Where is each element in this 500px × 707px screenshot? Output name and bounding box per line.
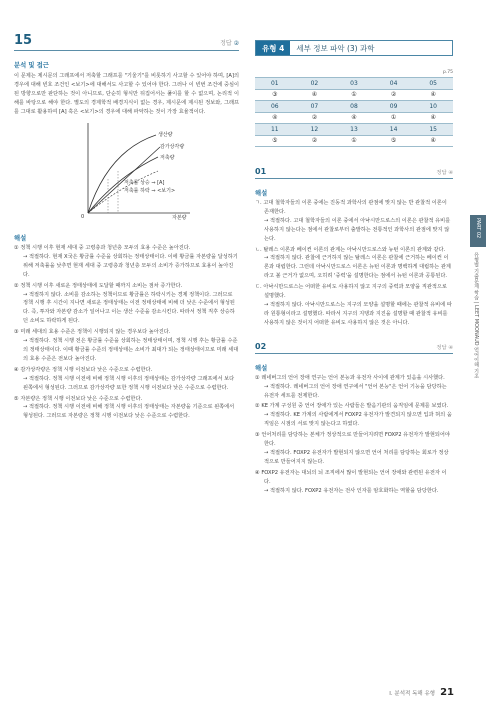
answer-number: 04	[374, 78, 414, 90]
choice-item	[14, 244, 239, 253]
answer-number: 06	[255, 101, 295, 113]
answer-number: 12	[295, 124, 335, 136]
type-header	[255, 40, 453, 56]
answer-number: 03	[334, 78, 374, 90]
answer-key-table	[255, 77, 453, 147]
choice-item	[14, 282, 239, 291]
answer-mark-row	[255, 112, 453, 124]
page-number: 21	[440, 687, 454, 698]
choice-mark: ①	[255, 374, 260, 381]
choice-text: 정책 시행 이후 새로운 정태상태에 도달할 때까지 소비는 점차 증가한다.	[20, 282, 183, 289]
answer-number: 05	[413, 78, 453, 90]
answer-mark: ④	[448, 344, 453, 351]
choice-text: 고대 철학자들의 이론 중에는 진동적 과학사의 관점에 맞지 않는 반 관찰적 이론이 존재한다.	[263, 200, 447, 215]
answer-mark: ②	[295, 112, 335, 124]
choice-text: 아낙시만드로스는 어떠한 유비도 사용하지 않고 지구의 중력과 모양을 직관적으로 설명했다.	[263, 284, 447, 300]
answer-number: 09	[374, 101, 414, 113]
answer-mark: ①	[374, 112, 414, 124]
answer-mark: ④	[448, 170, 453, 176]
choice-text: KE 가계 구성원 중 언어 장애가 있는 사람들은 발음기관의 움직임에 문제를 보였다.	[261, 403, 449, 410]
answer-number: 01	[255, 78, 295, 90]
graph-x-label: 자본량	[172, 215, 187, 221]
answer-mark: ④	[413, 135, 453, 147]
answer-mark: ④	[413, 112, 453, 124]
graph-label-depreciation: 감가상각량	[160, 144, 185, 150]
graph-origin: 0	[81, 214, 85, 220]
question-01-header	[255, 167, 453, 179]
choice-item	[255, 374, 453, 383]
choice-item	[255, 469, 453, 487]
choice-mark: ㄱ.	[255, 200, 262, 206]
answer-indicator	[436, 343, 453, 351]
choice-item	[255, 431, 453, 449]
question-15-header	[14, 34, 239, 51]
question-number: 15	[14, 33, 33, 48]
answer-label: 정답	[436, 344, 447, 351]
choice-mark: ④	[255, 469, 260, 476]
answer-mark: ④	[413, 89, 453, 101]
type-badge: 유형 4	[256, 41, 290, 55]
graph-label-rate-down: 저축률 하락 ⇒ <보기>	[124, 188, 176, 194]
choice-text: 감가상각량은 정책 시행 이전보다 낮은 수준으로 수렴한다.	[20, 366, 153, 373]
type-title: 세부 정보 파악 (3) 과학	[296, 43, 375, 53]
choice-item	[255, 199, 453, 217]
choice-item	[255, 283, 453, 301]
choice-explanation: → 적절하다. 고대 철학자들의 이론 중에서 아낙시만드로스의 이론은 관찰적 유비를 사용하지 않는다는 점에서 관찰로부터 출발하는 전통적인 과학사의 관점에 맞지 않는다.	[264, 217, 451, 242]
choice-mark: ①	[14, 245, 19, 251]
choice-mark: ⑤	[14, 395, 19, 402]
choice-explanation: → 적절하다. 정책 시행 이전에 비해 정책 시행 이후의 정태상태는 자본량을 기준으로 왼쪽에서 형성된다. 그러므로 자본량은 정책 시행 이전보다 낮은 수준으로 수렴한다.	[23, 404, 235, 420]
answer-number: 02	[295, 78, 335, 90]
choice-mark: ㄴ.	[255, 246, 262, 253]
answer-label: 정답	[436, 170, 447, 176]
choice-item	[255, 246, 453, 255]
answer-mark: ②	[374, 89, 414, 101]
answer-mark: ②	[295, 135, 335, 147]
question-number: 02	[255, 341, 267, 351]
solution-head: 해설	[255, 364, 268, 372]
choice-item	[14, 395, 239, 404]
choice-text: 언어처리를 담당하는 본체가 정상적으로 만들어지려면 FOXP2 유전자가 발현되어야 한다.	[261, 432, 450, 448]
answer-indicator	[436, 168, 453, 176]
choice-explanation: → 적절하지 않다. 소비를 감소하는 정책이므로 황금률은 하락시키는 경제 정책이다. 그러므로 정책 시행 후 시간이 지나면 새로운 정태상태는 이전 정태상태에 비해 더 낮은 수준에서 형성된다. 즉, 투자와 자본량 감소가 일어나고 이는 생산 수준을 감소시킨다. 따라서 정책 직후 상승하던 소비도 하락하게 된다.	[23, 291, 235, 325]
choice-explanation: → 적절하다. KE 가계의 사람에게서 FOXP2 유전자가 발견되지 않으면 입과 혀의 움직임은 시점의 서로 맞지 않는다고 하였다.	[264, 412, 452, 428]
answer-mark: ④	[255, 112, 295, 124]
footer	[389, 687, 454, 698]
analysis-tag: 분석 및 접근	[14, 62, 49, 69]
answer-number: 08	[334, 101, 374, 113]
economic-graph	[78, 121, 198, 221]
choice-explanation: → 적절하지 않다. 관찰에 근거하지 않는 탈레스 이론은 관찰에 근거하는 베이컨 이론과 대립한다. 그런데 아낙시만드로스 이론은 뉴턴 이론과 명백하게 대립하는 관계라고 볼 근거가 없으며, 오히려 '중력'을 설명한다는 점에서 뉴턴 이론과 공통된다.	[264, 255, 451, 280]
answer-number-row	[255, 101, 453, 113]
choice-text: 미래 세대의 효용 수준은 정책이 시행되지 않는 경우보다 높아진다.	[20, 329, 171, 336]
graph-label-rate-up: 저축률 상승 ⇒ [A]	[124, 180, 165, 186]
answer-mark: ③	[255, 89, 295, 101]
choice-explanation: → 적절하다. 정책 시행 전은 황금률 수준을 상회하는 정태상태이며, 정책 시행 후는 황금률 수준의 정태상태이다. 이때 황금률 수준의 정태상태는 소비가 최대가 되는 정태상태이므로 미래 세대의 효용 수준은 전보다 높아진다.	[23, 338, 239, 362]
answer-mark: ⑤	[255, 135, 295, 147]
question-number: 01	[255, 167, 267, 176]
choice-explanation: → 적절하다. FOXP2 유전자가 발현되지 않으면 언어 처리를 담당하는 회로가 정상적으로 만들어지지 않는다.	[264, 449, 449, 465]
choice-text: 정책 시행 이후 현재 세대 중 고령층과 청년층 모두의 효용 수준은 높아진다.	[20, 245, 191, 251]
choice-explanation: → 적절하지 않다. FOXP2 유전자는 전사 인자를 암호화하는 역할을 담당한다.	[264, 487, 439, 494]
choice-text: 레네버그의 언어 장애 연구는 언어 본능과 유전자 사이에 관계가 있음을 시사했다.	[261, 374, 445, 381]
answer-mark: ⑤	[374, 135, 414, 147]
answer-number-row	[255, 78, 453, 90]
choice-explanation: → 적절하지 않다. 아낙시만드로스는 지구의 모양을 설명할 때에는 관찰적 유비에 따라 원통형이라고 설명했다. 따라서 지구의 지탱과 지진을 설명할 때 관찰적 유비를 사용하지 않은 것이지 어떠한 유비도 사용하지 않은 것은 아니다.	[264, 301, 452, 326]
choice-item	[255, 402, 453, 411]
answer-mark: ②	[233, 40, 239, 47]
part-tab-label: PART 02	[475, 218, 481, 239]
answer-number: 14	[374, 124, 414, 136]
answer-number: 07	[295, 101, 335, 113]
part-tab	[470, 215, 486, 247]
choice-explanation: → 적절하다. 현재 X국은 황금률 수준을 상회하는 정태상태이다. 이에 황금률 자본량을 달성하기 위해 저축률을 낮추면 현재 세대 중 고령층과 청년층 모두의 소비가 증가하므로 효용이 높아진다.	[23, 253, 238, 278]
answer-mark-row	[255, 89, 453, 101]
left-column	[14, 34, 239, 421]
graph-label-savings: 저축량	[160, 155, 175, 161]
choice-text: 자본량은 정책 시행 이전보다 낮은 수준으로 수렴한다.	[20, 395, 143, 402]
choice-mark: ③	[255, 432, 260, 439]
answer-number-row	[255, 124, 453, 136]
choice-mark: ④	[14, 366, 19, 373]
choice-explanation: → 적절하다. 레네버그의 언어 장애 연구에서 "언어 본능"은 언어 기능을 담당하는 유전자 세트를 전제한다.	[264, 383, 447, 399]
choice-mark: ②	[255, 403, 260, 410]
choice-item	[14, 366, 239, 375]
analysis-paragraph: 이 문제는 제시문의 그래프에서 저축할 그래프를 "기울기"를 비롯하기 사고할 수 있어야 하며, [A]의 경우에 대해 빈호 조건인 <보기>에 대해서도 사고할 수 있어야 한다. 그러나 이 빈번 조건에 중심이 된 방향으로만 판단하는 것이 아니므로, 단순히 형식만 뒤집어서는 풀이를 할 수 없으며, 논리적 이해를 바탕으로 해야 한다. 별도의 경제학적 배경지식이 없는 경우, 제시문에 제시된 정보와, 그래프를 그대로 활용하여 [A] 혹은 <보기>의 경우에 대해 파악하는 것이 가장 효율적이다.	[14, 73, 239, 115]
answer-label: 정답	[220, 40, 232, 47]
answer-number: 15	[413, 124, 453, 136]
answer-number: 10	[413, 101, 453, 113]
answer-indicator	[220, 38, 239, 47]
choice-item	[14, 328, 239, 337]
graph-label-production: 생산량	[158, 132, 173, 138]
choice-text: FOXP2 유전자는 대뇌의 뇌 조직에서 많이 발현되는 언어 장애와 관련된 유전자 이다.	[261, 469, 447, 485]
choice-mark: ③	[14, 329, 19, 336]
solution-head: 해설	[255, 190, 268, 197]
graph-svg	[78, 121, 198, 221]
choice-mark: ②	[14, 282, 19, 289]
footer-section: I. 분석적 독해 유형	[389, 690, 436, 697]
answer-mark: ④	[295, 89, 335, 101]
choice-text: 탈레스 이론과 베이컨 이론의 관계는 아낙시만드로스와 뉴턴 이론의 관계와 같다.	[263, 246, 446, 253]
choice-mark: ㄷ.	[255, 284, 262, 291]
answer-mark-row	[255, 135, 453, 147]
answer-mark: ①	[334, 135, 374, 147]
answer-number: 13	[334, 124, 374, 136]
choice-explanation: → 적절하다. 정책 시행 이전에 비해 정책 시행 이후의 정태상태는 감가상각량 그래프에서 보다 왼쪽에서 형성된다. 그러므로 감가상각량 또한 정책 시행 이전보다 낮은 수준으로 수렴한다.	[23, 375, 235, 391]
answer-number: 11	[255, 124, 295, 136]
side-running-text: 유형별 기출문제 학습 | LEET MOONAUD 언어이해 기초	[473, 252, 479, 379]
page-range: p.75	[442, 70, 453, 75]
question-02-header	[255, 342, 453, 354]
answer-mark: ④	[334, 112, 374, 124]
right-column	[255, 40, 453, 495]
answer-mark: ①	[334, 89, 374, 101]
solution-head: 해설	[14, 235, 27, 242]
